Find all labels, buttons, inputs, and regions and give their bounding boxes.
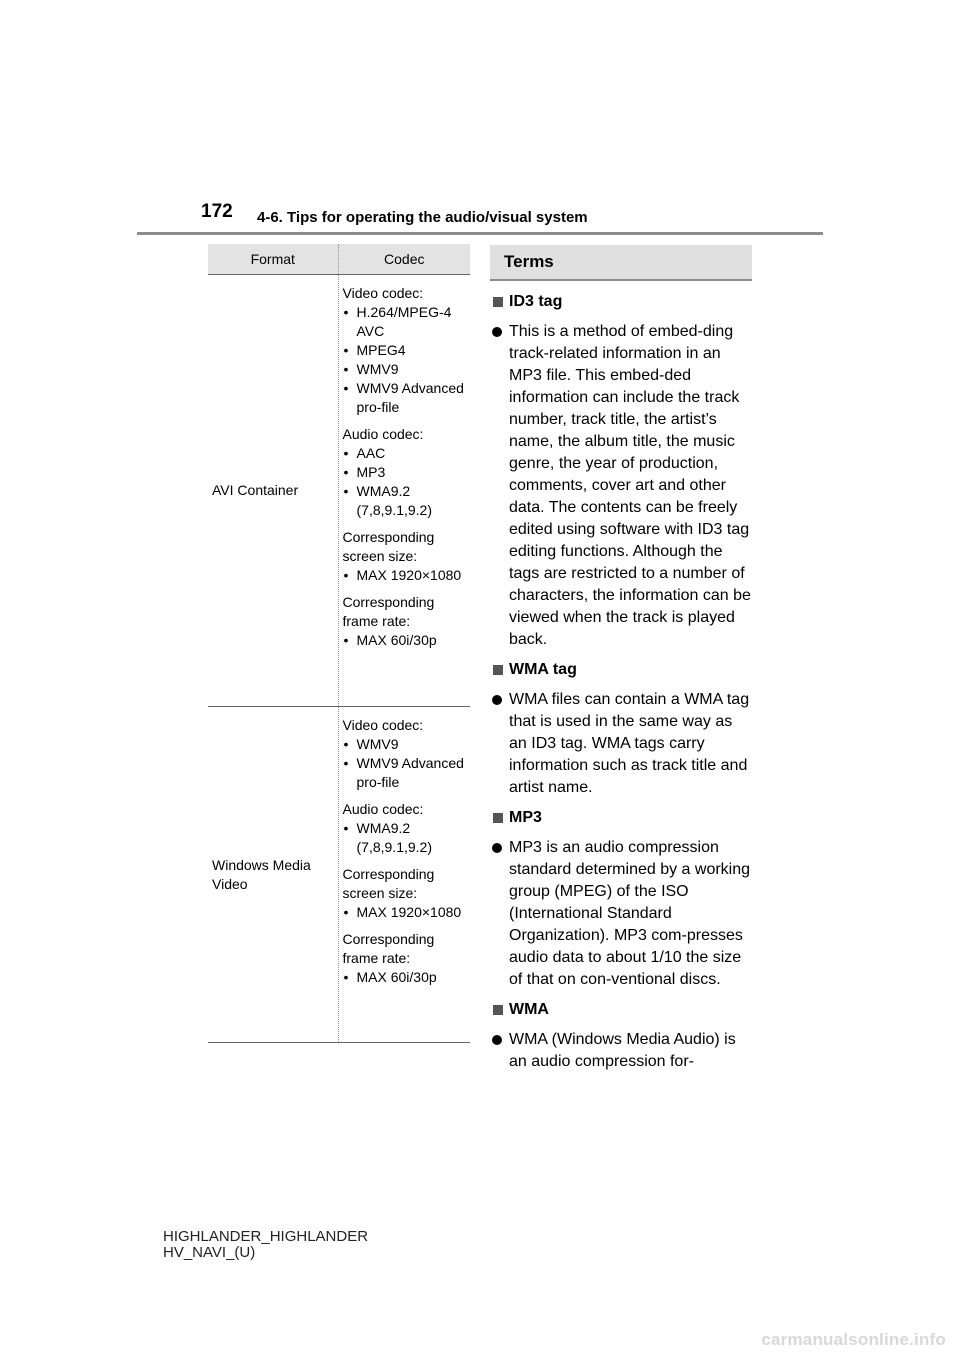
list-item: • MP3 (343, 463, 471, 482)
term-topic (490, 999, 752, 1073)
circle-bullet-icon (492, 1035, 502, 1045)
codec-group (343, 284, 471, 417)
list-item: • WMV9 (343, 360, 471, 379)
codec-group (343, 425, 471, 520)
codec-group (343, 593, 471, 650)
term-title-text: ID3 tag (509, 293, 563, 310)
square-bullet-icon (493, 297, 503, 307)
group-label: Corresponding screen size: (342, 866, 435, 901)
column-header-codec: Codec (338, 244, 470, 275)
term-description (490, 1029, 752, 1073)
group-label: Corresponding frame rate: (342, 931, 435, 966)
circle-bullet-icon (492, 327, 502, 337)
term-description-text: WMA files can contain a WMA tag that is used in the same way as an ID3 tag. WMA tags carry information such as track title and artist name. (509, 691, 750, 796)
circle-bullet-icon (492, 843, 502, 853)
header-divider (137, 232, 823, 235)
list-item: • MAX 1920×1080 (343, 903, 471, 922)
group-label: Audio codec: (342, 801, 424, 817)
term-description (490, 837, 752, 991)
square-bullet-icon (493, 1005, 503, 1015)
column-header-format: Format (208, 244, 338, 275)
term-title (490, 659, 752, 681)
format-codec-table (208, 244, 470, 1043)
codec-group (343, 528, 471, 585)
codec-cell (338, 707, 470, 1043)
codec-group (343, 716, 471, 792)
list-item: • MAX 1920×1080 (343, 566, 471, 585)
term-description-text: WMA (Windows Media Audio) is an audio compression for- (509, 1031, 736, 1070)
codec-cell (338, 275, 470, 707)
format-cell: AVI Container (208, 275, 338, 707)
group-label: Corresponding frame rate: (342, 594, 435, 629)
term-title-text: MP3 (509, 809, 542, 826)
footer-model-code (163, 1229, 368, 1261)
page-number: 172 (201, 201, 233, 222)
term-topic (490, 291, 752, 651)
term-topic (490, 807, 752, 991)
term-title (490, 807, 752, 829)
list-item: • WMA9.2 (7,8,9.1,9.2) (343, 482, 471, 520)
group-label: Video codec: (342, 717, 424, 733)
list-item: • H.264/MPEG-4 AVC (343, 303, 471, 341)
group-label: Audio codec: (342, 426, 424, 442)
term-description (490, 321, 752, 651)
circle-bullet-icon (492, 695, 502, 705)
terms-section (490, 245, 752, 1073)
group-label: Video codec: (342, 285, 424, 301)
term-title-text: WMA tag (509, 661, 577, 678)
list-item: • WMV9 Advanced pro-file (343, 379, 471, 417)
square-bullet-icon (493, 813, 503, 823)
codec-group (343, 865, 471, 922)
term-description (490, 689, 752, 799)
square-bullet-icon (493, 665, 503, 675)
terms-heading: Terms (490, 245, 752, 281)
list-item: • WMV9 (343, 735, 471, 754)
codec-group (343, 930, 471, 987)
list-item: • WMV9 Advanced pro-file (343, 754, 471, 792)
term-topic (490, 659, 752, 799)
term-description-text: MP3 is an audio compression standard determined by a working group (MPEG) of the ISO (International Standard Organization). MP3 com-presses audio data to about 1/10 the size of that on con-ventional discs. (509, 839, 751, 988)
term-title (490, 291, 752, 313)
table-row (208, 707, 470, 1043)
term-description-text: This is a method of embed-ding track-related information in an MP3 file. This embed-ded information can include the track number, track title, the artist’s name, the album title, the music genre, the year of production, comments, cover art and other data. The contents can be freely edited using software with ID3 tag editing functions. Although the tags are restricted to a number of characters, the information can be viewed when the track is played back. (509, 323, 751, 648)
format-cell: Windows Media Video (208, 707, 338, 1043)
list-item: • WMA9.2 (7,8,9.1,9.2) (343, 819, 471, 857)
term-title (490, 999, 752, 1021)
footer-line: HV_NAVI_(U) (163, 1244, 256, 1261)
watermark: carmanualsonline.info (761, 1330, 946, 1349)
codec-group (343, 800, 471, 857)
list-item: • MAX 60i/30p (343, 631, 471, 650)
table-row (208, 275, 470, 707)
footer-line: HIGHLANDER_HIGHLANDER (163, 1228, 369, 1245)
table-header-row (208, 244, 470, 275)
list-item: • AAC (343, 444, 471, 463)
group-label: Corresponding screen size: (342, 529, 435, 564)
section-title: 4-6. Tips for operating the audio/visual system (257, 209, 588, 226)
list-item: • MPEG4 (343, 341, 471, 360)
term-title-text: WMA (509, 1001, 549, 1018)
list-item: • MAX 60i/30p (343, 968, 471, 987)
